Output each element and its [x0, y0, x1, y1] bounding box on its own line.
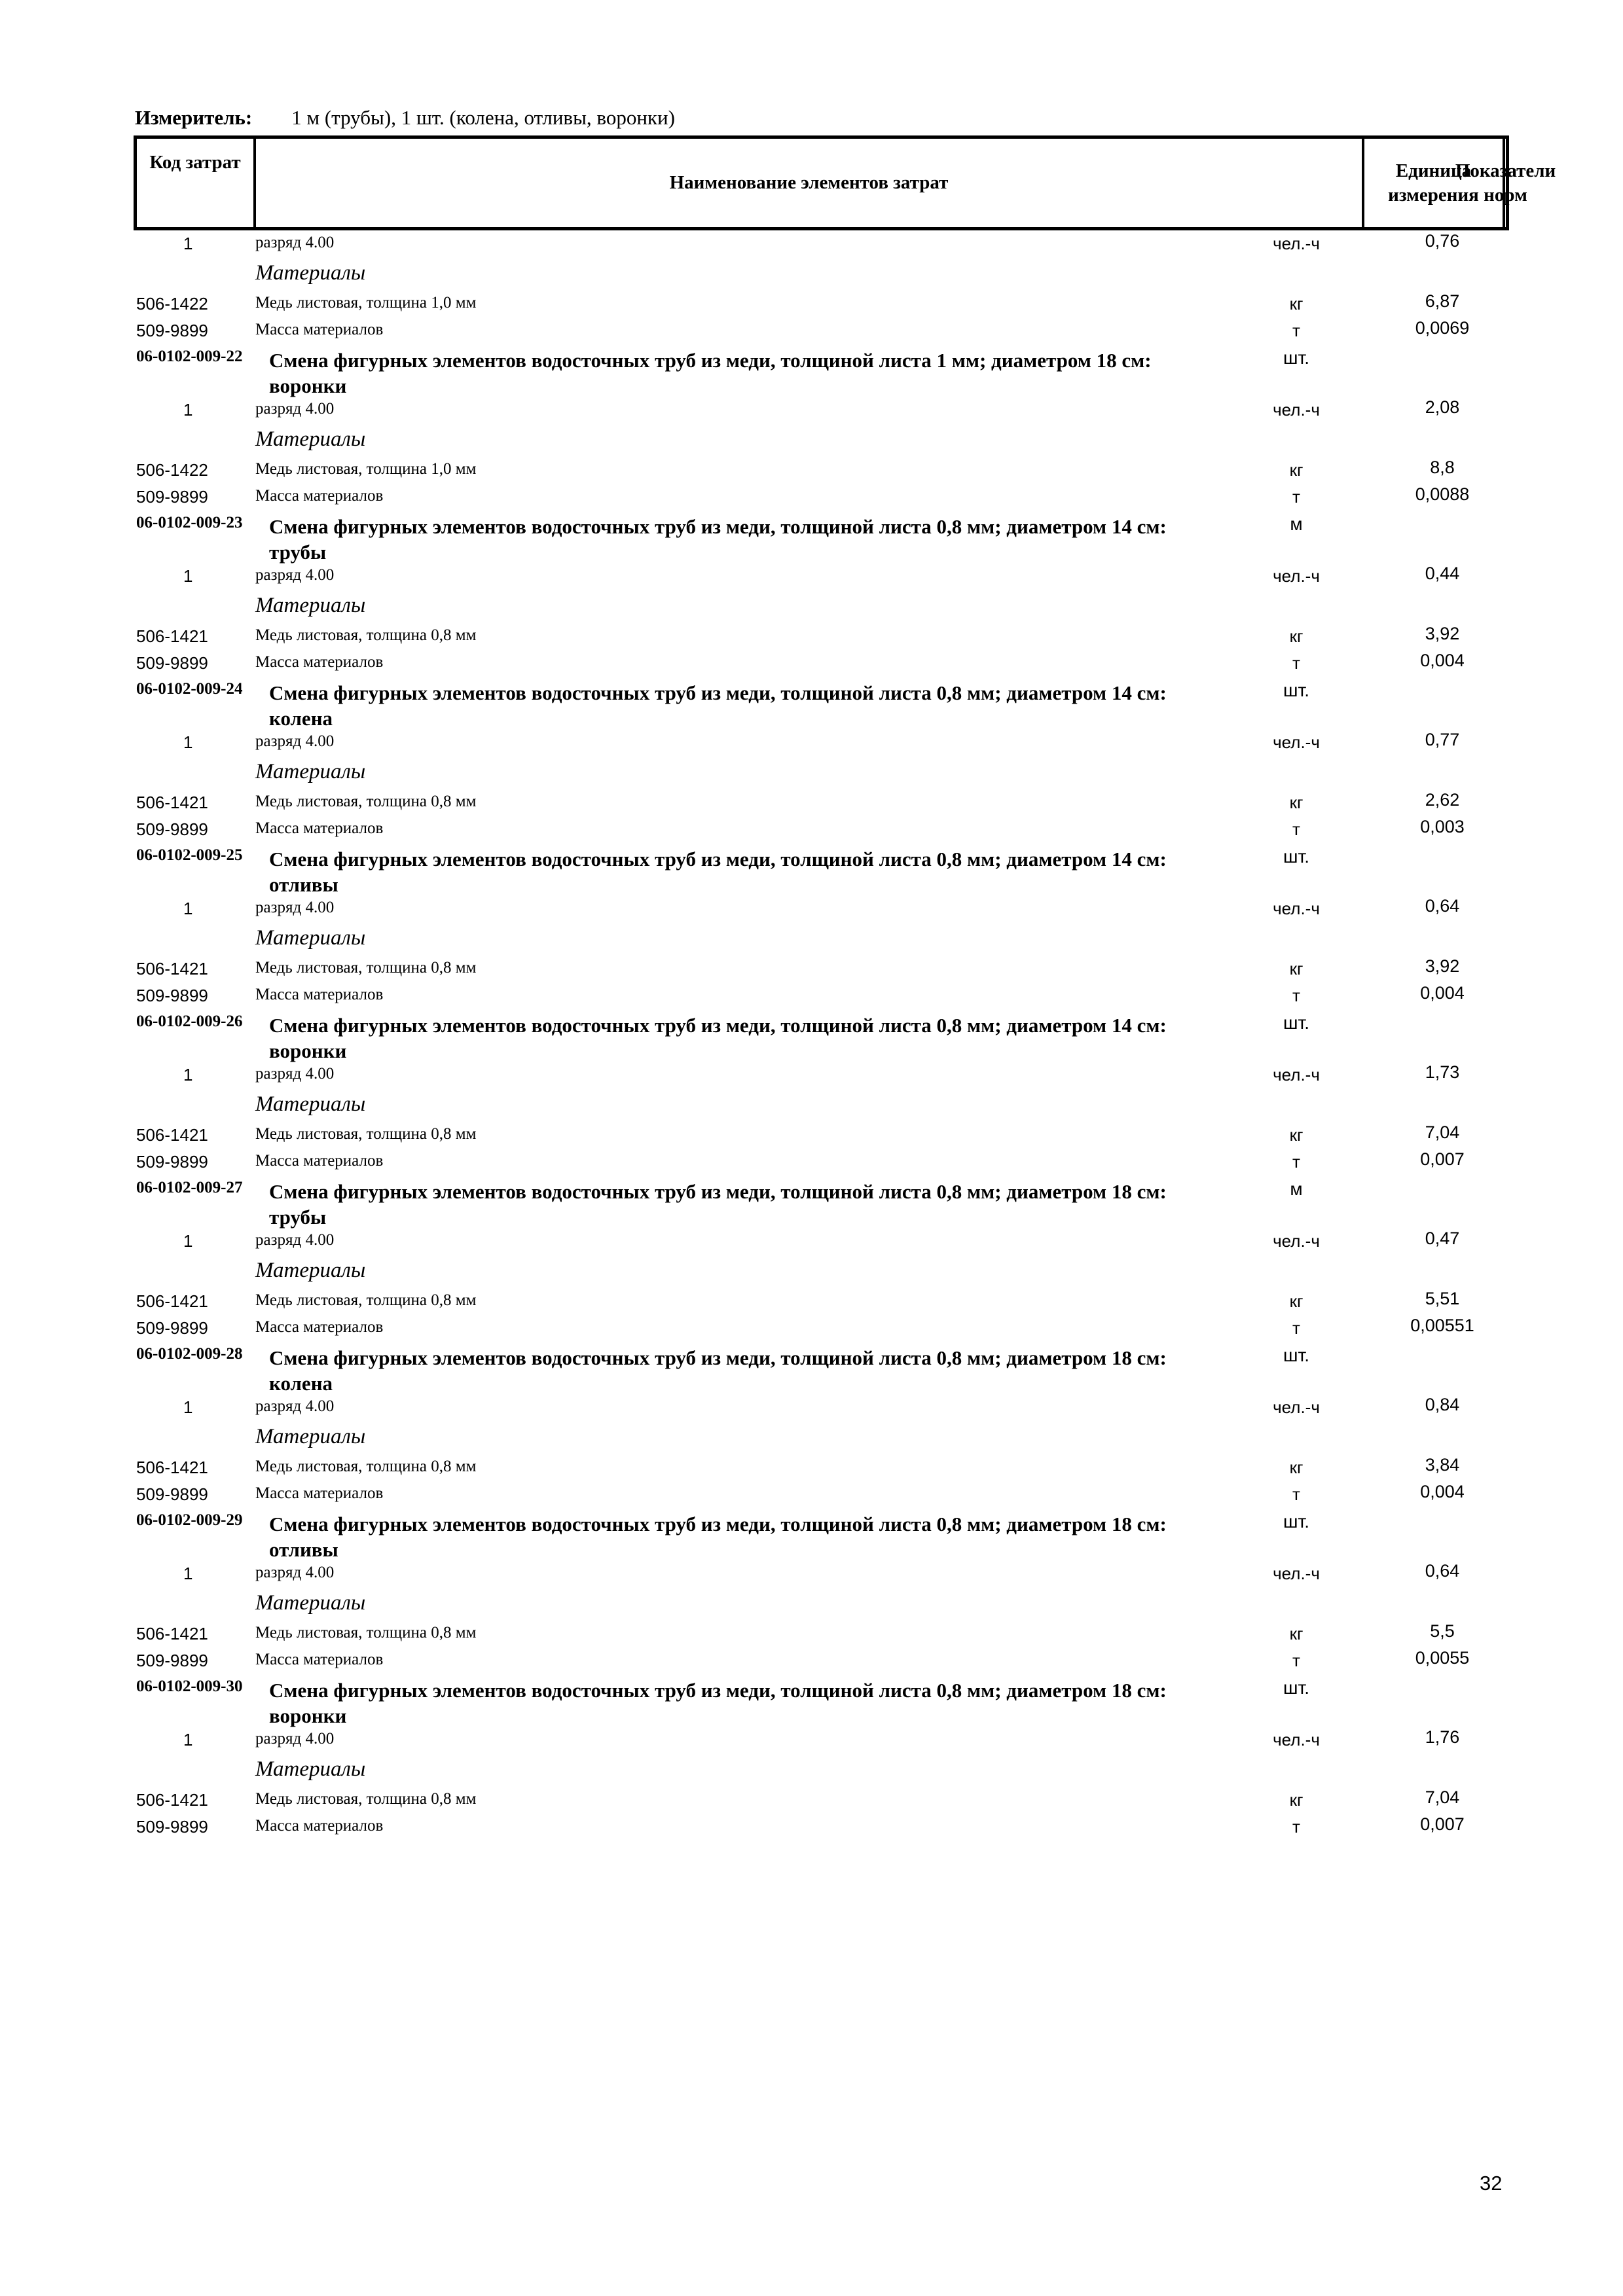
header-unit-line2: измерения	[1388, 184, 1479, 206]
norm-value: 0,004	[1420, 1482, 1465, 1501]
norm-value: 0,004	[1420, 983, 1465, 1003]
unit-cell: т	[1292, 986, 1300, 1005]
norm-value: 5,51	[1425, 1289, 1460, 1308]
section-code: 06-0102-009-29	[136, 1511, 243, 1529]
resource-code: 509-9899	[136, 1651, 208, 1670]
resource-code: 509-9899	[136, 1152, 208, 1172]
section-title	[269, 1179, 1238, 1230]
unit-cell: кг	[1289, 1458, 1304, 1477]
norm-value: 1,76	[1425, 1727, 1460, 1747]
materials-heading: Материалы	[255, 1757, 366, 1781]
resource-name: Масса материалов	[255, 1651, 384, 1668]
unit-cell: кг	[1289, 1125, 1304, 1145]
resource-code: 509-9899	[136, 1817, 208, 1837]
resource-name: разряд 4.00	[255, 566, 335, 584]
unit-cell: шт.	[1283, 1511, 1309, 1532]
resource-name: Масса материалов	[255, 321, 384, 338]
section-title-line1: Смена фигурных элементов водосточных труб из меди, толщиной листа 1 мм; диаметром 18 см:	[269, 349, 1152, 372]
resource-code: 509-9899	[136, 487, 208, 507]
section-title-line2: трубы	[269, 541, 327, 564]
resource-code: 1	[183, 1397, 193, 1417]
unit-cell: кг	[1289, 1790, 1304, 1810]
unit-cell: чел.-ч	[1273, 732, 1320, 752]
resource-code: 1	[183, 1564, 193, 1583]
unit-cell: т	[1292, 321, 1300, 340]
resource-name: Масса материалов	[255, 653, 384, 671]
header-unit-line1: Единица	[1395, 160, 1472, 181]
unit-cell: чел.-ч	[1273, 566, 1320, 586]
unit-cell: чел.-ч	[1273, 1397, 1320, 1417]
unit-cell: кг	[1289, 959, 1304, 978]
resource-name: Медь листовая, толщина 0,8 мм	[255, 1458, 477, 1475]
norm-value: 0,64	[1425, 1561, 1460, 1581]
resource-code: 506-1422	[136, 294, 208, 314]
section-title-line1: Смена фигурных элементов водосточных труб из меди, толщиной листа 0,8 мм; диаметром 18 см:	[269, 1679, 1167, 1702]
norm-value: 0,007	[1420, 1814, 1465, 1834]
section-title-line1: Смена фигурных элементов водосточных труб из меди, толщиной листа 0,8 мм; диаметром 14 см:	[269, 848, 1167, 870]
section-title-line1: Смена фигурных элементов водосточных труб из меди, толщиной листа 0,8 мм; диаметром 14 см:	[269, 681, 1167, 704]
norm-value: 0,0069	[1415, 318, 1470, 338]
norm-value: 2,08	[1425, 397, 1460, 417]
resource-code: 506-1421	[136, 1458, 208, 1477]
norm-value: 6,87	[1425, 291, 1460, 311]
unit-cell: чел.-ч	[1273, 1564, 1320, 1583]
resource-name: Медь листовая, толщина 0,8 мм	[255, 959, 477, 977]
resource-code: 506-1421	[136, 1790, 208, 1810]
resource-name: разряд 4.00	[255, 1564, 335, 1581]
section-title-line2: отливы	[269, 873, 338, 896]
norm-value: 0,00551	[1410, 1316, 1474, 1335]
header-name	[256, 139, 1364, 227]
table-header	[134, 135, 1556, 230]
unit-cell: кг	[1289, 1624, 1304, 1643]
unit-cell: т	[1292, 1318, 1300, 1338]
header-code: Код затрат	[137, 139, 256, 227]
resource-code: 506-1421	[136, 1624, 208, 1643]
section-title-line1: Смена фигурных элементов водосточных труб из меди, толщиной листа 0,8 мм; диаметром 14 см:	[269, 1014, 1167, 1037]
section-code: 06-0102-009-22	[136, 348, 243, 365]
unit-cell: т	[1292, 1484, 1300, 1504]
norm-value: 0,003	[1420, 817, 1465, 836]
resource-name: Медь листовая, толщина 1,0 мм	[255, 460, 477, 478]
norm-value: 0,004	[1420, 651, 1465, 670]
resource-code: 1	[183, 1730, 193, 1749]
unit-cell: шт.	[1283, 1345, 1309, 1365]
section-code: 06-0102-009-24	[136, 680, 243, 698]
section-title-line2: воронки	[269, 374, 347, 397]
resource-code: 1	[183, 1231, 193, 1251]
norm-value: 1,73	[1425, 1062, 1460, 1082]
unit-cell: чел.-ч	[1273, 400, 1320, 420]
section-code: 06-0102-009-27	[136, 1179, 243, 1196]
resource-code: 1	[183, 566, 193, 586]
resource-code: 509-9899	[136, 986, 208, 1005]
materials-heading: Материалы	[255, 1591, 366, 1615]
unit-cell: т	[1292, 1817, 1300, 1837]
resource-name: Масса материалов	[255, 819, 384, 837]
resource-code: 509-9899	[136, 1318, 208, 1338]
section-code: 06-0102-009-23	[136, 514, 243, 531]
norm-value: 3,92	[1425, 956, 1460, 976]
section-title	[269, 348, 1238, 399]
resource-code: 509-9899	[136, 819, 208, 839]
unit-cell: кг	[1289, 294, 1304, 314]
resource-name: Масса материалов	[255, 986, 384, 1003]
norm-value: 3,92	[1425, 624, 1460, 643]
norm-value: 0,007	[1420, 1149, 1465, 1169]
resource-code: 506-1421	[136, 1291, 208, 1311]
resource-code: 506-1421	[136, 959, 208, 978]
section-title-line1: Смена фигурных элементов водосточных труб из меди, толщиной листа 0,8 мм; диаметром 14 см:	[269, 515, 1167, 538]
resource-name: Медь листовая, толщина 0,8 мм	[255, 1790, 477, 1808]
resource-name: разряд 4.00	[255, 1065, 335, 1083]
section-title-line2: отливы	[269, 1538, 338, 1561]
unit-cell: шт.	[1283, 1677, 1309, 1698]
section-title-line2: трубы	[269, 1206, 327, 1229]
resource-name: разряд 4.00	[255, 899, 335, 916]
norm-value: 0,76	[1425, 231, 1460, 251]
norm-value: 8,8	[1430, 457, 1455, 477]
resource-name: Масса материалов	[255, 1484, 384, 1502]
unit-cell: чел.-ч	[1273, 899, 1320, 918]
unit-cell: кг	[1289, 793, 1304, 812]
resource-code: 1	[183, 899, 193, 918]
resource-name: разряд 4.00	[255, 1231, 335, 1249]
unit-cell: шт.	[1283, 680, 1309, 700]
resource-code: 1	[183, 234, 193, 253]
resource-name: Медь листовая, толщина 0,8 мм	[255, 1125, 477, 1143]
resource-name: разряд 4.00	[255, 400, 335, 418]
unit-cell: кг	[1289, 460, 1304, 480]
resource-code: 506-1421	[136, 1125, 208, 1145]
resource-name: Масса материалов	[255, 1817, 384, 1835]
section-title	[269, 1345, 1238, 1396]
unit-cell: чел.-ч	[1273, 1065, 1320, 1085]
norm-value: 0,44	[1425, 564, 1460, 583]
norm-value: 0,77	[1425, 730, 1460, 749]
materials-heading: Материалы	[255, 594, 366, 617]
unit-cell: т	[1292, 819, 1300, 839]
unit-cell: чел.-ч	[1273, 234, 1320, 253]
materials-heading: Материалы	[255, 760, 366, 783]
header-norm	[1455, 139, 1556, 227]
resource-code: 506-1421	[136, 793, 208, 812]
norm-value: 0,0055	[1415, 1648, 1470, 1668]
norm-value: 3,84	[1425, 1455, 1460, 1475]
unit-cell: шт.	[1283, 846, 1309, 867]
resource-code: 506-1422	[136, 460, 208, 480]
section-title	[269, 1677, 1238, 1729]
materials-heading: Материалы	[255, 1425, 366, 1448]
section-title	[269, 514, 1238, 565]
materials-heading: Материалы	[255, 926, 366, 950]
section-code: 06-0102-009-30	[136, 1677, 243, 1695]
unit-cell: чел.-ч	[1273, 1231, 1320, 1251]
resource-code: 509-9899	[136, 1484, 208, 1504]
norm-value: 0,47	[1425, 1229, 1460, 1248]
section-code: 06-0102-009-25	[136, 846, 243, 864]
resource-name: разряд 4.00	[255, 732, 335, 750]
section-title-line1: Смена фигурных элементов водосточных труб из меди, толщиной листа 0,8 мм; диаметром 18 см:	[269, 1180, 1167, 1203]
section-title	[269, 680, 1238, 731]
unit-cell: шт.	[1283, 1013, 1309, 1033]
resource-name: разряд 4.00	[255, 1730, 335, 1748]
section-title-line2: воронки	[269, 1704, 347, 1727]
unit-cell: м	[1290, 514, 1303, 534]
norm-value: 0,0088	[1415, 484, 1470, 504]
norm-value: 7,04	[1425, 1787, 1460, 1807]
section-code: 06-0102-009-26	[136, 1013, 243, 1030]
unit-cell: м	[1290, 1179, 1303, 1199]
norm-value: 0,64	[1425, 896, 1460, 916]
header-norm-line1: Показатели	[1455, 160, 1556, 181]
resource-name: Медь листовая, толщина 0,8 мм	[255, 1624, 477, 1641]
resource-name: Медь листовая, толщина 0,8 мм	[255, 793, 477, 810]
resource-code: 509-9899	[136, 653, 208, 673]
resource-code: 509-9899	[136, 321, 208, 340]
section-title-line1: Смена фигурных элементов водосточных труб из меди, толщиной листа 0,8 мм; диаметром 18 см:	[269, 1513, 1167, 1535]
section-title-line2: колена	[269, 1372, 333, 1395]
resource-name: Масса материалов	[255, 487, 384, 505]
unit-cell: чел.-ч	[1273, 1730, 1320, 1749]
unit-cell: т	[1292, 487, 1300, 507]
materials-heading: Материалы	[255, 427, 366, 451]
resource-name: Медь листовая, толщина 0,8 мм	[255, 626, 477, 644]
section-title	[269, 1013, 1238, 1064]
measure-text: 1 м (трубы), 1 шт. (колена, отливы, воронки)	[291, 106, 675, 129]
section-title-line1: Смена фигурных элементов водосточных труб из меди, толщиной листа 0,8 мм; диаметром 18 см:	[269, 1346, 1167, 1369]
materials-heading: Материалы	[255, 261, 366, 285]
resource-name: Масса материалов	[255, 1152, 384, 1170]
section-title	[269, 846, 1238, 897]
unit-cell: т	[1292, 653, 1300, 673]
resource-name: Масса материалов	[255, 1318, 384, 1336]
unit-cell: т	[1292, 1152, 1300, 1172]
measure-line	[135, 106, 675, 130]
resource-name: Медь листовая, толщина 1,0 мм	[255, 294, 477, 312]
header-name-text: Наименование элементов затрат	[669, 172, 949, 193]
measure-label: Измеритель:	[135, 106, 253, 129]
unit-cell: т	[1292, 1651, 1300, 1670]
unit-cell: кг	[1289, 1291, 1304, 1311]
section-title-line2: воронки	[269, 1039, 347, 1062]
materials-heading: Материалы	[255, 1259, 366, 1282]
resource-name: разряд 4.00	[255, 1397, 335, 1415]
materials-heading: Материалы	[255, 1092, 366, 1116]
resource-code: 1	[183, 400, 193, 420]
resource-code: 1	[183, 732, 193, 752]
resource-code: 1	[183, 1065, 193, 1085]
resource-name: Медь листовая, толщина 0,8 мм	[255, 1291, 477, 1309]
section-title	[269, 1511, 1238, 1562]
norm-value: 2,62	[1425, 790, 1460, 810]
norm-value: 5,5	[1430, 1621, 1455, 1641]
section-code: 06-0102-009-28	[136, 1345, 243, 1363]
norm-value: 0,84	[1425, 1395, 1460, 1414]
unit-cell: кг	[1289, 626, 1304, 646]
header-norm-line2: норм	[1484, 184, 1527, 206]
resource-code: 506-1421	[136, 626, 208, 646]
norm-value: 7,04	[1425, 1122, 1460, 1142]
page-number: 32	[1480, 2172, 1503, 2195]
unit-cell: шт.	[1283, 348, 1309, 368]
resource-name: разряд 4.00	[255, 234, 335, 251]
section-title-line2: колена	[269, 707, 333, 730]
